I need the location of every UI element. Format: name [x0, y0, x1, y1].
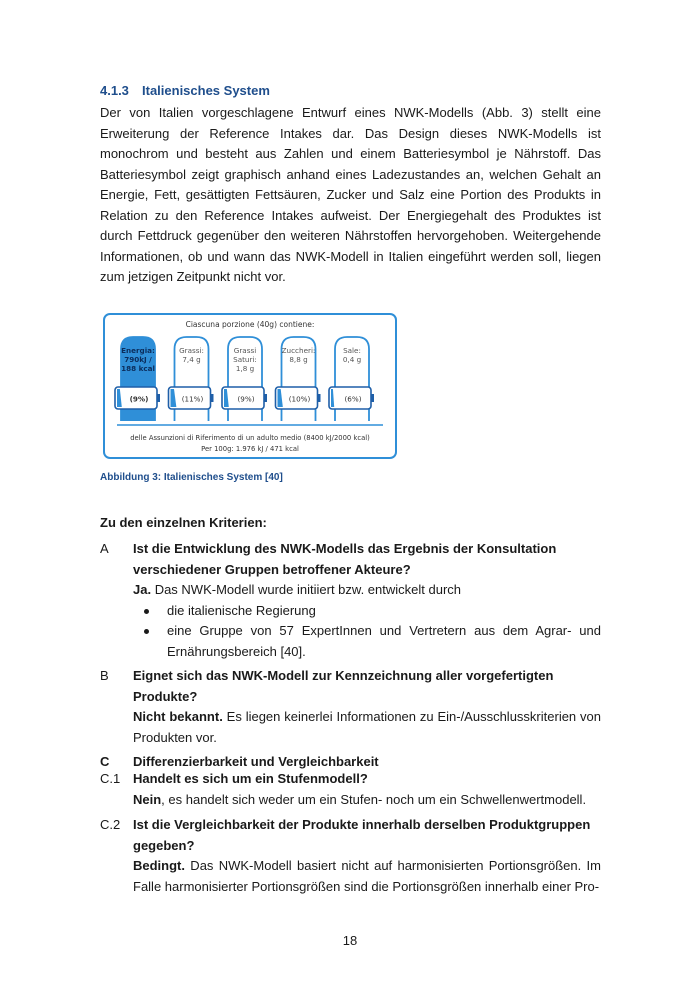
battery-value-text: 1,8 g — [235, 364, 255, 373]
answer-text: Das NWK-Modell wurde initiiert bzw. entwickelt durch — [151, 582, 462, 597]
criterion-c1 — [100, 769, 601, 810]
criterion-title: Differenzierbarkeit und Vergleichbarkeit — [133, 754, 379, 769]
bullet-icon — [144, 629, 149, 634]
figure-footer-line1: delle Assunzioni di Riferimento di un adulto medio (8400 kJ/2000 kcal) — [130, 434, 370, 442]
criterion-question: Handelt es sich um ein Stufenmodell? — [133, 771, 368, 786]
list-item-text: die italienische Regierung — [167, 602, 316, 618]
criterion-answer — [133, 707, 601, 748]
list-item — [133, 621, 601, 662]
section-number: 4.1.3 — [100, 83, 129, 98]
battery-percent-text: (6%) — [344, 394, 362, 404]
answer-label: Nicht bekannt. — [133, 709, 223, 724]
criterion-question: Eignet sich das NWK-Modell zur Kennzeichnung aller vorgefertigten Produkte? — [133, 668, 554, 704]
criterion-letter: B — [100, 668, 109, 683]
battery-value-text: Energia: — [121, 346, 155, 355]
section-title: Italienisches System — [142, 83, 270, 98]
battery-value-text: Saturi: — [233, 355, 257, 364]
criteria-heading: Zu den einzelnen Kriterien: — [100, 515, 267, 530]
battery-value-text: Grassi — [233, 346, 257, 355]
answer-text: Es liegen keinerlei Informationen zu Ein-/Ausschlusskriterien von Produkten vor. — [133, 709, 601, 745]
criterion-letter: C — [100, 754, 110, 769]
bullet-icon — [144, 609, 149, 614]
battery-percent-text: (9%) — [237, 394, 255, 404]
criterion-answer — [133, 580, 601, 601]
answer-label: Nein — [133, 791, 162, 807]
figure-caption: Abbildung 3: Italienisches System [40] — [100, 472, 283, 483]
answer-text: , es handelt sich weder um ein Stufen- noch um ein Schwellenwertmodell. — [161, 791, 587, 807]
section-heading — [100, 83, 270, 98]
battery-item — [222, 337, 267, 421]
criterion-question: Ist die Vergleichbarkeit der Produkte innerhalb derselben Produktgruppen gegeben? — [133, 817, 591, 853]
battery-value-text: 7,4 g — [182, 355, 201, 364]
battery-item — [276, 337, 321, 421]
bullet-list — [133, 601, 601, 663]
criterion-letter: C.2 — [100, 817, 121, 832]
criterion-letter: C.1 — [100, 771, 121, 786]
answer-label: Bedingt. — [133, 858, 185, 873]
battery-value-text: 0,4 g — [342, 355, 362, 364]
battery-group — [115, 337, 374, 421]
battery-percent-text: (9%) — [129, 394, 149, 404]
criterion-b — [100, 666, 601, 748]
battery-value-text: 790kJ / — [124, 355, 152, 364]
battery-terminal — [264, 394, 267, 402]
battery-item — [329, 337, 374, 421]
battery-item — [169, 337, 214, 421]
criterion-question: Ist die Entwicklung des NWK-Modells das Ergebnis der Konsultation verschiedener Gruppen betroffener Akteure? — [133, 541, 557, 577]
battery-value-text: Zuccheri: — [281, 346, 316, 355]
intro-paragraph: Der von Italien vorgeschlagene Entwurf eines NWK-Modells (Abb. 3) stellt eine Erweiterung der Reference Intakes dar. Das Design dieses NWK-Modells ist monochrom und besteht aus Zahlen und einem Batteriesymbol je Nährstoff. Das Batteriesymbol zeigt graphisch anhand eines Ladezustandes an, welchen Gehalt an Energie, Fett, gesättigten Fettsäuren, Zucker und Salz eine Portion des Produkts in Relation zu den Reference Intakes aufweist. Der Energiegehalt des Produktes ist durch Fettdruck gegenüber den weiteren Nährstoffen hervorgehoben. Weitergehende Informationen, ob und wann das NWK-Modell in Italien eingeführt werden soll, liegen zum jetzigen Zeitpunkt nicht vor. — [100, 105, 601, 284]
battery-value-text: 8,8 g — [289, 355, 308, 364]
criterion-c2 — [100, 815, 601, 897]
battery-terminal — [157, 394, 160, 402]
criterion-answer — [133, 856, 601, 897]
battery-percent-text: (11%) — [181, 394, 204, 404]
figure-footer-line2: Per 100g: 1.976 kJ / 471 kcal — [201, 445, 299, 453]
battery-value-text: 188 kcal — [121, 364, 155, 373]
criterion-letter: A — [100, 541, 109, 556]
battery-value-text: Grassi: — [179, 346, 204, 355]
list-item — [133, 601, 601, 622]
answer-text: Das NWK-Modell basiert nicht auf harmonisierten Portionsgrößen. Im Falle harmonisierter Portionsgrößen sind die Portionsgrößen innerhalb einer Pro- — [133, 858, 601, 894]
battery-percent-text: (10%) — [288, 394, 311, 404]
answer-label: Ja. — [133, 582, 152, 597]
criterion-answer — [133, 790, 601, 811]
battery-label-figure — [103, 313, 397, 459]
battery-terminal — [318, 394, 321, 402]
battery-terminal — [371, 394, 374, 402]
figure-header: Ciascuna porzione (40g) contiene: — [185, 320, 315, 329]
criterion-a — [100, 539, 601, 662]
battery-value-text: Sale: — [343, 346, 361, 355]
battery-terminal — [211, 394, 214, 402]
list-item-text: eine Gruppe von 57 ExpertInnen und Vertretern aus dem Agrar- und Ernährungsbereich [40]. — [167, 623, 601, 659]
battery-item — [115, 337, 160, 421]
page-number: 18 — [342, 933, 358, 948]
